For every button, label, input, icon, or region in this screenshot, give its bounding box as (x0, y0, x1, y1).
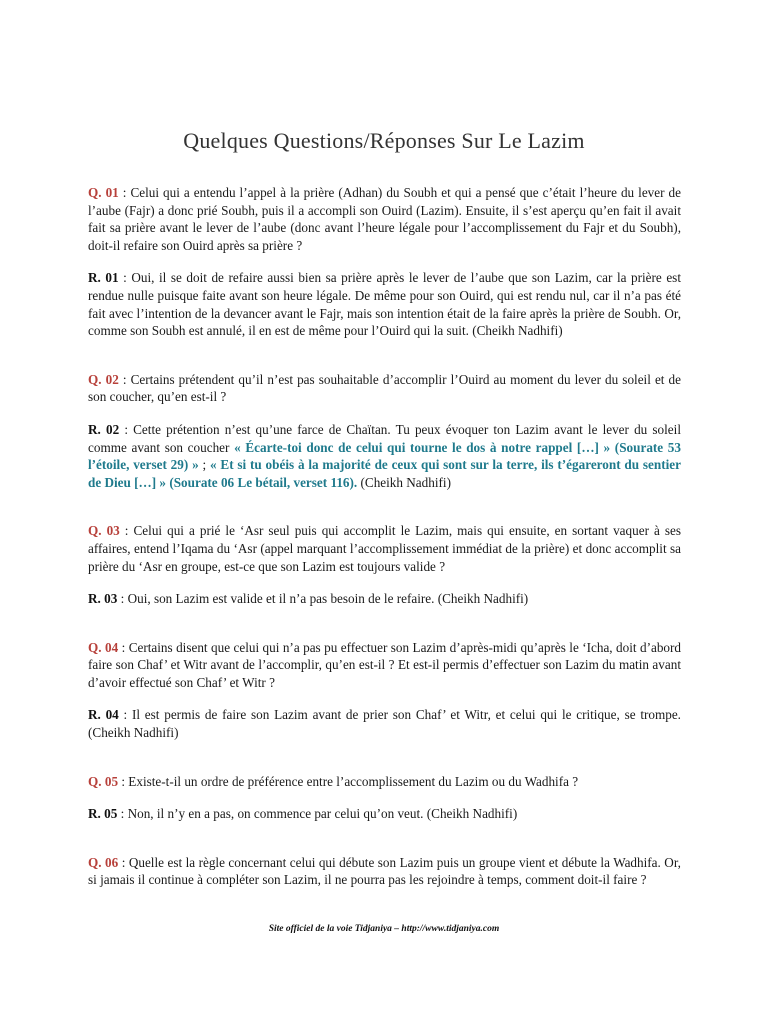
answer-text: : Cette prétention n’est qu’une farce de Chaïtan. Tu peux évoquer ton Lazim avant le lever du soleil comme avant son coucher (88, 421, 681, 455)
answer-label: R. 05 (88, 806, 118, 822)
answer-text: : Oui, il se doit de refaire aussi bien sa prière après le lever de l’aube que son Lazim, car la prière est rendue nulle puisque faite avant son heure légale. De même pour son Ouird, qui est rendu nul, car il n’a pas été fait avec l’intention de la devancer avant le Fajr, mais son intention était de la faire après la prière de Soubh. Or, comme son Soubh est annulé, il en est de même pour l’Ouird qui la suit. (Cheikh Nadhifi) (88, 270, 681, 339)
answer-label: R. 04 (88, 707, 119, 723)
question-04 (88, 639, 681, 692)
quran-citation: « Écarte-toi donc de celui qui tourne le dos à notre rappel […] » (Sourate 53 l’étoile, verset 29) » (88, 439, 681, 473)
question-label: Q. 04 (88, 639, 119, 655)
question-03 (88, 522, 681, 575)
question-text: : Quelle est la règle concernant celui qui débute son Lazim puis un groupe vient et débute la Wadhifa. Or, si jamais il continue à compléter son Lazim, il ne pourra pas les rejoindre à temps, comment doit-il faire ? (88, 854, 681, 888)
question-02 (88, 371, 681, 406)
qa-content (88, 184, 681, 889)
answer-text: (Cheikh Nadhifi) (357, 474, 451, 490)
answer-text: ; (198, 457, 210, 473)
page-footer: Site officiel de la voie Tidjaniya – http://www.tidjaniya.com (268, 924, 500, 934)
answer-03 (88, 590, 681, 608)
question-01 (88, 184, 681, 254)
answer-label: R. 01 (88, 270, 119, 286)
answer-label: R. 03 (88, 591, 118, 607)
question-label: Q. 02 (88, 371, 119, 387)
answer-text: : Il est permis de faire son Lazim avant de prier son Chaf’ et Witr, et celui qui le critique, se trompe. (Cheikh Nadhifi) (88, 707, 681, 741)
question-06 (88, 854, 681, 889)
question-label: Q. 05 (88, 773, 119, 789)
question-text: : Existe-t-il un ordre de préférence entre l’accomplissement du Lazim ou du Wadhifa ? (118, 773, 579, 789)
answer-01 (88, 269, 681, 339)
question-label: Q. 03 (88, 523, 120, 539)
page-title: Quelques Questions/Réponses Sur Le Lazim (183, 128, 585, 153)
question-text: : Certains prétendent qu’il n’est pas souhaitable d’accomplir l’Ouird au moment du lever du soleil et de son coucher, qu’en est-il ? (88, 371, 681, 405)
question-text: : Celui qui a prié le ‘Asr seul puis qui accomplit le Lazim, mais qui ensuite, en sortant vaquer à ses affaires, entend l’Iqama du ‘Asr (appel marquant l’accomplissement immédiat de la prière) et donc accomplit sa prière du ‘Asr en groupe, est-ce que son Lazim est toujours valide ? (88, 523, 681, 574)
answer-text: : Oui, son Lazim est valide et il n’a pas besoin de le refaire. (Cheikh Nadhifi) (117, 591, 529, 607)
answer-05 (88, 805, 681, 823)
question-label: Q. 01 (88, 185, 119, 200)
question-text: : Certains disent que celui qui n’a pas pu effectuer son Lazim d’après-midi qu’après le ‘Icha, doit d’abord faire son Chaf’ et Witr avant de l’accomplir, qu’en est-il ? Et est-il permis d’effectuer son Lazim du matin avant d’avoir effectué son Chaf’ et Witr ? (88, 639, 681, 690)
answer-text: : Non, il n’y en a pas, on commence par celui qu’on veut. (Cheikh Nadhifi) (117, 806, 518, 822)
question-text: : Celui qui a entendu l’appel à la prière (Adhan) du Soubh et qui a pensé que c’était l’heure du lever de l’aube (Fajr) a donc prié Soubh, puis il a accompli son Ouird (Lazim). Ensuite, il s’est aperçu qu’en fait il avait fait sa prière avant le lever de l’aube (donc avant l’heure légale pour l’accomplissement du Fajr et du Soubh), doit-il refaire son Ouird après sa prière ? (88, 185, 681, 253)
question-05 (88, 773, 681, 791)
answer-04 (88, 706, 681, 741)
quran-citation: « Et si tu obéis à la majorité de ceux qui sont sur la terre, ils t’égareront du sentier de Dieu […] » (Sourate 06 Le bétail, verset 116). (88, 457, 681, 490)
question-label: Q. 06 (88, 854, 119, 870)
answer-label: R. 02 (88, 421, 120, 437)
answer-02 (88, 421, 681, 491)
